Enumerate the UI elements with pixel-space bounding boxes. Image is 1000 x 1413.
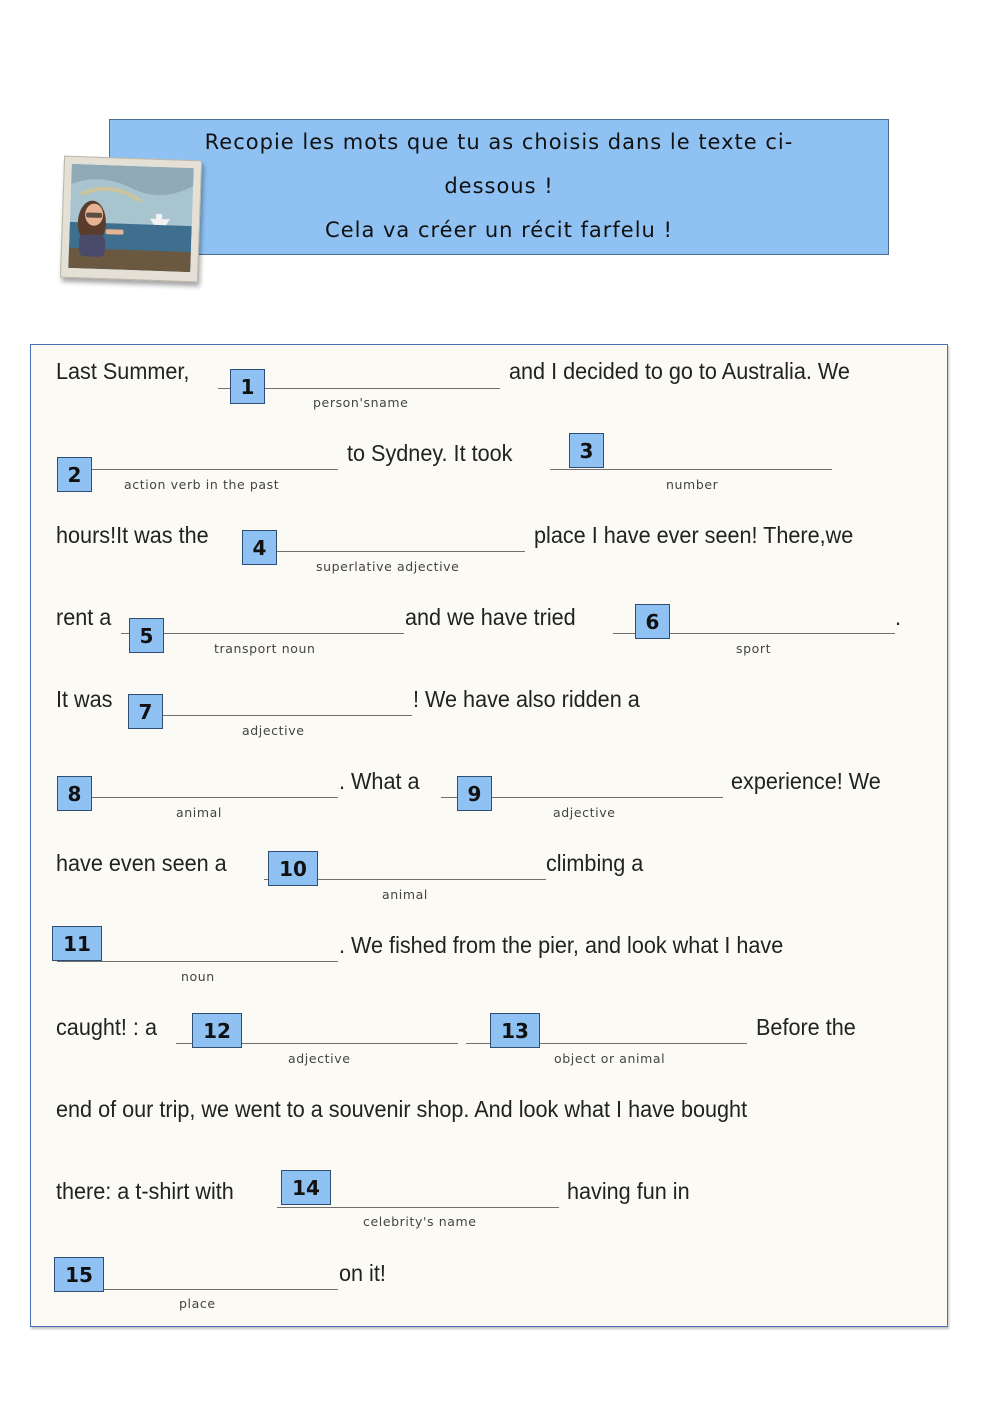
story-text: there: a t-shirt with [56, 1178, 234, 1204]
blank-line-14[interactable] [277, 1207, 559, 1208]
blank-number-10: 10 [268, 851, 318, 886]
blank-hint-9: adjective [553, 805, 616, 820]
story-text: Last Summer, [56, 358, 190, 384]
story-text: to Sydney. It took [347, 440, 513, 466]
story-text: . What a [339, 768, 420, 794]
blank-number-2: 2 [57, 457, 92, 492]
story-text: It was [56, 686, 113, 712]
blank-hint-1: person'sname [313, 395, 409, 410]
photo-illustration [68, 164, 194, 272]
blank-line-2[interactable] [57, 469, 338, 470]
instruction-line-3: Cela va créer un récit farfelu ! [325, 218, 673, 242]
blank-number-8: 8 [57, 776, 92, 811]
avatar-photo [60, 156, 202, 283]
story-text: hours!It was the [56, 522, 209, 548]
blank-hint-3: number [666, 477, 719, 492]
story-text: Before the [756, 1014, 856, 1040]
blank-line-4[interactable] [242, 551, 525, 552]
blank-hint-15: place [179, 1296, 216, 1311]
blank-hint-4: superlative adjective [316, 559, 460, 574]
blank-number-11: 11 [52, 926, 102, 961]
blank-hint-11: noun [181, 969, 215, 984]
blank-number-3: 3 [569, 433, 604, 468]
blank-number-1: 1 [230, 369, 265, 404]
blank-hint-8: animal [176, 805, 222, 820]
story-text: . [895, 604, 902, 630]
blank-hint-6: sport [736, 641, 772, 656]
blank-hint-2: action verb in the past [124, 477, 280, 492]
blank-number-12: 12 [192, 1013, 242, 1048]
story-text: climbing a [546, 850, 644, 876]
story-text: . We fished from the pier, and look what I have [339, 932, 784, 958]
blank-line-3[interactable] [550, 469, 832, 470]
blank-line-11[interactable] [57, 961, 338, 962]
blank-number-15: 15 [54, 1257, 104, 1292]
story-text: experience! We [731, 768, 881, 794]
blank-line-7[interactable] [129, 715, 412, 716]
story-text: and I decided to go to Australia. We [509, 358, 850, 384]
story-text: and we have tried [405, 604, 576, 630]
blank-hint-12: adjective [288, 1051, 351, 1066]
blank-hint-10: animal [382, 887, 428, 902]
story-text: place I have ever seen! There,we [534, 522, 854, 548]
blank-number-13: 13 [490, 1013, 540, 1048]
story-text: having fun in [567, 1178, 690, 1204]
blank-hint-13: object or animal [554, 1051, 666, 1066]
instruction-line-1: Recopie les mots que tu as choisis dans le texte ci- [204, 130, 794, 154]
story-text: end of our trip, we went to a souvenir shop. And look what I have bought [56, 1096, 748, 1122]
blank-number-5: 5 [129, 618, 164, 653]
blank-number-6: 6 [635, 604, 670, 639]
instruction-line-2: dessous ! [444, 174, 554, 198]
blank-number-9: 9 [457, 776, 492, 811]
blank-number-14: 14 [281, 1170, 331, 1205]
story-text: on it! [339, 1260, 386, 1286]
blank-number-4: 4 [242, 530, 277, 565]
blank-hint-14: celebrity's name [363, 1214, 477, 1229]
instruction-banner [109, 119, 889, 255]
blank-line-8[interactable] [57, 797, 338, 798]
blank-hint-5: transport noun [214, 641, 316, 656]
story-text: ! We have also ridden a [413, 686, 640, 712]
story-text: rent a [56, 604, 112, 630]
story-text: caught! : a [56, 1014, 157, 1040]
blank-hint-7: adjective [242, 723, 305, 738]
story-text: have even seen a [56, 850, 227, 876]
blank-number-7: 7 [128, 694, 163, 729]
